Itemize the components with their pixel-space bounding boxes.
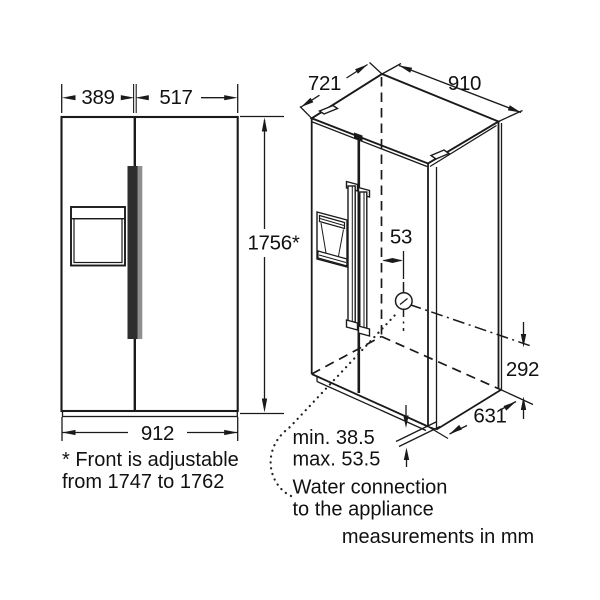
dispenser-front — [71, 207, 125, 266]
clearance-min-label: min. 38.5 — [292, 427, 375, 449]
units-note: measurements in mm — [341, 526, 535, 548]
dim-water-height — [502, 322, 540, 419]
dim-depth — [300, 63, 382, 119]
dim-width-label: 910 — [447, 72, 482, 95]
hinge-right — [431, 150, 449, 159]
dim-width-right-door: 517 — [159, 86, 193, 109]
dim-door-widths — [62, 84, 238, 113]
water-label-line1: Water connection — [292, 476, 448, 499]
dim-height — [240, 117, 300, 414]
dim-water-offset — [382, 226, 412, 264]
dim-width-left-door: 389 — [81, 86, 115, 109]
footnote-line1: * Front is adjustable — [62, 449, 239, 471]
footnote-line2: from 1747 to 1762 — [62, 471, 225, 493]
dim-total-width-label: 912 — [140, 422, 175, 445]
front-view — [62, 84, 300, 493]
dim-depth-label: 721 — [307, 72, 342, 95]
dim-depth-no-door-label: 631 — [473, 404, 507, 428]
dim-width — [382, 64, 523, 122]
water-label-line2: to the appliance — [292, 498, 434, 521]
perspective-view — [271, 63, 540, 521]
dispenser-3d — [317, 212, 347, 267]
dim-water-offset-label: 53 — [389, 225, 413, 249]
clearance-max-label: max. 53.5 — [292, 448, 381, 471]
dim-height-label: 1756* — [247, 231, 300, 255]
dim-total-width — [62, 417, 238, 445]
door-handle-front — [128, 166, 143, 339]
hinge-left — [320, 106, 338, 115]
water-connection — [396, 251, 532, 346]
dim-water-height-label: 292 — [505, 358, 540, 381]
